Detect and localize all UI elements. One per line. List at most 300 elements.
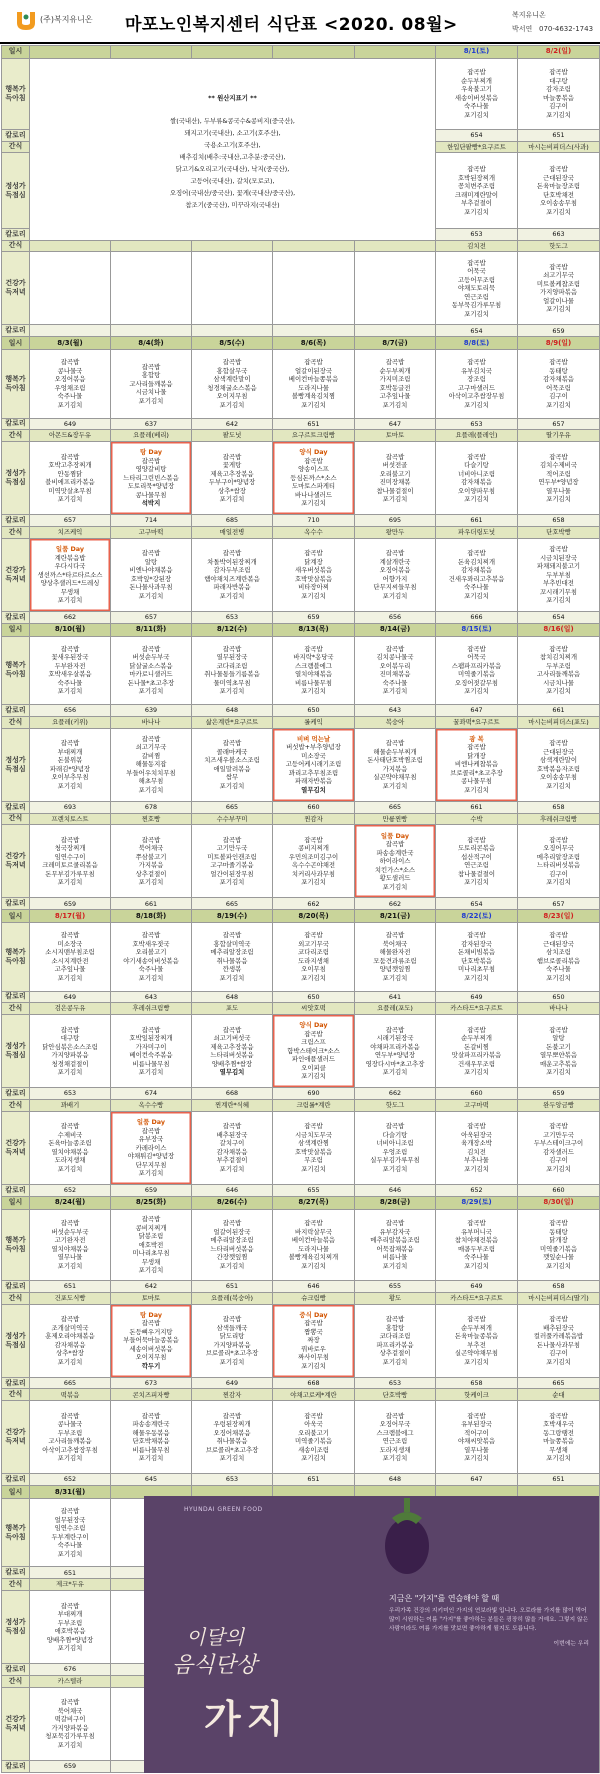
calorie-value: 649	[436, 1280, 518, 1292]
dish: 호박볶음자조림	[536, 764, 581, 773]
dish: 포기김치	[464, 973, 489, 982]
breakfast-menu	[30, 1499, 111, 1567]
event-badge: 일품 Day	[136, 1118, 166, 1127]
lunch-menu	[30, 1304, 111, 1377]
origin-line: 쌀(국내산), 두부류&콩국수&콩비지(중국산),	[170, 116, 295, 125]
company-logo-icon	[14, 9, 38, 33]
dish: 미소장국	[57, 939, 83, 948]
dish: 삼치조림	[546, 948, 571, 957]
dish: 단무지무침	[135, 1160, 167, 1169]
dish: 건새우꽈리고추볶음	[448, 574, 505, 583]
calorie-value: 637	[111, 418, 192, 430]
snack-item: 찐감자	[192, 1389, 273, 1401]
dish: 포기김치	[464, 110, 489, 119]
dish: 짬뽕국	[304, 1327, 323, 1336]
breakfast-menu	[30, 350, 111, 418]
dish: 포기김치	[138, 785, 164, 794]
dish: 상추*쌈장	[218, 486, 246, 495]
dish: 잡곡밥	[304, 931, 323, 940]
origin-line: 오징어(국내산/중국산), 꽃게(국내산/중국산),	[169, 188, 296, 197]
dish: 파송송계란국	[132, 1420, 170, 1429]
breakfast-menu	[273, 350, 355, 418]
calorie-value	[30, 325, 111, 337]
dish: 시금치나물	[135, 388, 167, 397]
dish: 양상추샐러드*드레싱	[40, 579, 100, 588]
calorie-value: 660	[273, 801, 355, 813]
dish: 숙주나물	[57, 392, 83, 401]
dish: 부들어묵마늘종볶음	[123, 1336, 179, 1345]
menu-row	[2, 898, 600, 910]
menu-row	[2, 716, 600, 728]
dish: 연근조림	[382, 1437, 408, 1446]
calorie-value: 642	[111, 1280, 192, 1292]
dish: 콩비지찌개	[298, 844, 329, 853]
dish: 잡곡밥	[467, 1219, 486, 1228]
dish: 포기김치	[138, 1266, 164, 1275]
snack-item: 치즈케익	[30, 527, 111, 539]
dish: 생선까스*타르타르소스	[37, 570, 103, 579]
dish: 가자미구이	[135, 1042, 167, 1051]
event-badge: 양식 Day	[299, 448, 328, 457]
menu-row	[2, 825, 600, 898]
calorie-value: 659	[30, 898, 111, 910]
dish: 오이지무침	[135, 1353, 167, 1362]
dish: 고추잎나물	[379, 392, 411, 401]
dish: 잡곡밥	[222, 1219, 242, 1228]
lunch-menu	[436, 153, 518, 228]
dish: 잡곡밥	[304, 1029, 323, 1038]
dish: 미트볼파인캔조림	[207, 852, 257, 861]
dish: 북어채국	[138, 844, 164, 853]
dish: 고등어무조림	[457, 275, 496, 284]
calorie-value: 665	[192, 898, 273, 910]
dish: 호박된장찌개	[457, 173, 496, 182]
dish: 마늘쫑볶음	[543, 93, 574, 102]
snack-item: 한입단팥빵*요구르트	[436, 141, 518, 153]
dish: 도라지생채	[54, 1156, 86, 1165]
row-label-calorie: 칼로리	[2, 898, 30, 910]
menu-row	[2, 350, 600, 418]
row-label-dinner: 건강가득저녁	[2, 538, 30, 611]
dish: 버섯전골	[382, 461, 408, 470]
dish: 감자채볶음	[54, 1340, 86, 1349]
dish: 잡곡밥	[222, 1315, 242, 1324]
snack-item: 단호박빵	[518, 527, 600, 539]
dish: 크레미토르쿨리볶음	[42, 861, 98, 870]
calorie-value: 678	[111, 801, 192, 813]
snack-item: 요플레(베리)	[111, 430, 192, 442]
dish: 연두부*양념장	[538, 478, 579, 487]
dish: 잡곡밥	[141, 1025, 161, 1034]
dish: 잡곡밥	[141, 1319, 161, 1328]
dish: 닭봉조림	[138, 1232, 164, 1241]
calorie-value	[355, 325, 436, 337]
dish: 참치김치찌개	[539, 653, 578, 662]
dinner-menu	[436, 538, 518, 611]
dish: 치즈새우볼소스조림	[204, 756, 260, 765]
dish: 콩나물무침	[135, 490, 167, 499]
calorie-value: 658	[436, 1377, 518, 1389]
row-label-snack: 간식	[2, 813, 30, 825]
snack-item: 옥수수	[273, 527, 355, 539]
dish: 잡곡밥	[549, 68, 568, 77]
lunch-menu	[192, 442, 273, 515]
lunch-menu	[273, 1015, 355, 1088]
dish: 짜장	[307, 1336, 320, 1345]
snack-item: 후레쉬크림빵	[111, 1003, 192, 1015]
snack-item: 바나나	[111, 716, 192, 728]
breakfast-menu	[518, 636, 600, 704]
menu-row	[2, 325, 600, 337]
dish: 떡갈비구이	[54, 1715, 86, 1724]
row-label-dinner: 건강가득저녁	[2, 825, 30, 898]
dish: 해물동지잡	[135, 760, 167, 769]
dinner-menu	[436, 1111, 518, 1184]
dish: 메추리알장조림	[210, 1236, 254, 1245]
dish: 잡곡밥	[60, 1219, 80, 1228]
day-header: 8/3(월)	[30, 337, 111, 350]
calorie-value: 651	[518, 129, 600, 141]
snack-item: 수박	[436, 813, 518, 825]
row-label-breakfast: 행복가득아침	[2, 1209, 30, 1280]
dish: 포기김치	[219, 1454, 245, 1463]
row-label-snack: 간식	[2, 716, 30, 728]
dish: 어묵국	[467, 267, 486, 276]
dish: 포기김치	[464, 1261, 489, 1270]
dinner-menu	[355, 1111, 436, 1184]
dish: 매콤두부조림	[457, 1244, 496, 1253]
breakfast-menu	[111, 1209, 192, 1280]
calorie-value: 668	[273, 1377, 355, 1389]
dish: 실곤약야채무침	[373, 773, 417, 782]
breakfast-menu	[355, 923, 436, 991]
day-header: 8/15(토)	[436, 623, 518, 636]
lunch-menu	[518, 728, 600, 801]
menu-row	[2, 442, 600, 515]
dish: 미나리초무침	[132, 1249, 170, 1258]
dish: 단무지씨들무침	[373, 583, 417, 592]
dish: 부추나물	[464, 1156, 489, 1165]
snack-item: 씨앗호떡	[273, 1003, 355, 1015]
calorie-value: 665	[192, 801, 273, 813]
breakfast-menu	[30, 1209, 111, 1280]
dish: 포기김치	[57, 1644, 83, 1653]
dish: 포기김치	[57, 400, 83, 409]
calorie-value: 652	[436, 1184, 518, 1196]
day-header: 8/12(수)	[192, 623, 273, 636]
dish: 잡곡밥	[385, 1315, 405, 1324]
dish: 코다리조림	[379, 1332, 411, 1341]
dish: 해초무침	[138, 777, 164, 786]
monthly-food-promo	[144, 1496, 599, 1773]
menu-row	[2, 515, 600, 527]
breakfast-menu	[111, 350, 192, 418]
calorie-value: 657	[518, 898, 600, 910]
dish: 돈육마늘장조림	[536, 182, 581, 191]
dish: 양배추찜*쌈장	[211, 1059, 253, 1068]
snack-item: 핫도그	[518, 240, 600, 252]
snack-item: 요플레(복숭아)	[192, 1292, 273, 1304]
dish: 양념깻잎찜	[379, 965, 411, 974]
origin-line: 참조기(중국산), 미꾸라지(국내산)	[185, 200, 280, 209]
dish: 콜래마케국	[216, 747, 248, 756]
dish: 숙주나물	[57, 1541, 83, 1550]
dish: 포기김치	[546, 1261, 571, 1270]
dish: 포기김치	[57, 687, 83, 696]
dish: 돈육김치찌개	[457, 557, 496, 566]
calorie-value: 668	[192, 1088, 273, 1100]
dish: 섭산적구이	[461, 852, 492, 861]
dish: 동태탕	[549, 366, 568, 375]
dish: 햄야채치즈계란볶음	[204, 574, 260, 583]
dish: 연근조림	[464, 292, 489, 301]
dish: 짜사이무침	[298, 1353, 329, 1362]
menu-row	[2, 1280, 600, 1292]
dish: 실두부김가루무침	[370, 1156, 420, 1165]
menu-row	[2, 1304, 600, 1377]
origin-line: 닭고기&오리고기(국내산), 낙지(중국산),	[175, 164, 290, 173]
snack-item: 삶은계란*요구르트	[192, 716, 273, 728]
dish: 애호박전	[138, 1240, 164, 1249]
dish: 잡곡밥	[549, 1315, 568, 1324]
dish: 포기김치	[57, 1068, 83, 1077]
calorie-value: 660	[436, 1088, 518, 1100]
dish: 포기김치	[301, 400, 326, 409]
dish: 참나물겉절이	[376, 486, 414, 495]
row-label-calorie: 칼로리	[2, 129, 30, 141]
dish: 스크램블에그	[294, 661, 333, 670]
dish: 포기김치	[301, 1361, 326, 1370]
menu-row	[2, 728, 600, 801]
dish: 숙주나물	[382, 678, 408, 687]
menu-row	[2, 1015, 600, 1088]
dish: 바나나샐러드	[294, 490, 333, 499]
dish: 영양갈비탕	[135, 465, 167, 474]
dish: 감자채볶음	[216, 1147, 248, 1156]
dish: 꼬시래기무침	[539, 587, 578, 596]
dish: 포기김치	[546, 110, 571, 119]
dish: 오징어볶음	[54, 375, 86, 384]
dish: 잡곡밥	[60, 644, 80, 653]
dish: 잡곡밥	[385, 452, 405, 461]
calorie-value: 658	[518, 801, 600, 813]
dish: 오징어무국	[543, 844, 574, 853]
snack-item: 제크*두유	[30, 1579, 111, 1591]
dish: 잡곡밥	[467, 165, 486, 174]
day-header: 8/29(토)	[436, 1196, 518, 1209]
dinner-menu	[273, 538, 355, 611]
snack-item: 매일전병	[192, 527, 273, 539]
dish: 돈불위볶	[57, 756, 83, 765]
calorie-value: 661	[436, 515, 518, 527]
day-header: 8/8(토)	[436, 337, 518, 350]
dish: 양송이스프	[298, 465, 329, 474]
menu-row	[2, 923, 600, 991]
dish: 감자채볶음	[461, 566, 492, 575]
lunch-menu	[111, 442, 192, 515]
dish: 느타리버섯볶음	[210, 1244, 254, 1253]
dish: 포기김치	[382, 400, 408, 409]
dish: 석박지	[141, 499, 161, 508]
calorie-value: 660	[518, 1184, 600, 1196]
calorie-value: 665	[30, 1377, 111, 1389]
dish: 고사리들깨볶음	[129, 379, 173, 388]
dish: 잡곡밥	[467, 1025, 486, 1034]
calorie-value: 651	[273, 418, 355, 430]
dish: 포기김치	[219, 495, 245, 504]
calorie-value: 676	[30, 1664, 111, 1676]
snack-item: 토마토	[355, 430, 436, 442]
dish: 열무된장국	[216, 653, 248, 662]
calorie-value: 690	[273, 1088, 355, 1100]
calorie-value: 663	[518, 228, 600, 240]
dish: 유부장국	[138, 1135, 164, 1144]
lunch-menu	[518, 1304, 600, 1377]
dish: 잡곡밥	[222, 931, 242, 940]
breakfast-menu	[111, 923, 192, 991]
dish: 김치전	[467, 1147, 486, 1156]
dish: 숙주나물	[546, 965, 571, 974]
dish: 잡곡밥	[60, 1601, 80, 1610]
contact-info	[512, 8, 593, 36]
dinner-menu	[111, 1111, 192, 1184]
snack-item: 카스타드*요구르트	[436, 1292, 518, 1304]
dish: 아삭이고추쌈장무침	[448, 392, 505, 401]
dish: 포기김치	[219, 400, 245, 409]
dish: 참치야채전볶음	[454, 1236, 499, 1245]
dish: 깐생볶	[222, 965, 242, 974]
promo-brand: HYUNDAI GREEN FOOD	[184, 1506, 263, 1513]
dish: 닭계장	[304, 557, 323, 566]
dish: 포기김치	[464, 400, 489, 409]
breakfast-menu	[273, 636, 355, 704]
dish: 잡곡밥	[549, 452, 568, 461]
row-label-calorie: 칼로리	[2, 801, 30, 813]
dish: 가지미조림	[379, 375, 411, 384]
day-header: 8/14(금)	[355, 623, 436, 636]
origin-line: 고등어(국내산), 갈치(모로코),	[190, 176, 275, 185]
dinner-menu	[192, 825, 273, 898]
page-title	[125, 10, 458, 35]
lunch-menu	[111, 1304, 192, 1377]
dish: 돈갈비찜	[464, 1042, 489, 1051]
dish: 수제비국	[57, 1130, 83, 1139]
calorie-value: 662	[273, 898, 355, 910]
dish: 포기김치	[301, 973, 326, 982]
dish: 잡곡밥	[549, 358, 568, 367]
menu-row	[2, 1389, 600, 1401]
calorie-value: 653	[192, 611, 273, 623]
calorie-value: 651	[192, 1280, 273, 1292]
lunch-menu	[30, 1591, 111, 1664]
dish: 브로콜리*초고추장	[205, 1445, 259, 1454]
row-label-snack: 간식	[2, 141, 30, 153]
dish: 호박잎*강된장	[130, 574, 172, 583]
dish: 야채튀김*양념장	[127, 1152, 175, 1161]
calorie-value: 653	[436, 418, 518, 430]
menu-row	[2, 1184, 600, 1196]
event-badge: 탕 Day	[140, 1310, 162, 1319]
dish: 포기김치	[57, 973, 83, 982]
calorie-value: 685	[192, 515, 273, 527]
dish: 파래자반볶음	[213, 583, 251, 592]
day-header: 8/13(목)	[273, 623, 355, 636]
dish: 상추겉절이	[135, 869, 167, 878]
calorie-value: 649	[192, 1377, 273, 1389]
calorie-value: 651	[273, 1474, 355, 1486]
dish: 애호박볶음	[54, 1627, 86, 1636]
calorie-value: 658	[518, 1280, 600, 1292]
snack-item	[111, 240, 192, 252]
dish: 잡곡밥	[549, 931, 568, 940]
dish: 잡곡밥	[467, 743, 486, 752]
dish: 우다시다국	[54, 562, 86, 571]
dish: 잡곡밥	[60, 358, 80, 367]
calorie-value: 649	[436, 991, 518, 1003]
dish: 잡곡밥	[60, 1315, 80, 1324]
dish: 포기김치	[464, 687, 489, 696]
row-label-dinner: 건강가득저녁	[2, 1111, 30, 1184]
dish: 컬러풀카레볶음밥	[533, 1332, 584, 1341]
snack-item: 후레쉬크림빵	[518, 813, 600, 825]
row-label-lunch: 정성가득점심	[2, 728, 30, 801]
dish: 가지양파볶음	[51, 1723, 89, 1732]
dish: 콩나물무침	[461, 777, 492, 786]
dinner-menu	[355, 538, 436, 611]
dish: 숙주나물	[464, 102, 489, 111]
dish: 열무나물	[464, 1445, 489, 1454]
dish: 동태탕	[549, 1227, 568, 1236]
dish: 두부계란구이	[51, 1532, 89, 1541]
calorie-value: 665	[518, 1377, 600, 1389]
dish: 포기김치	[464, 1357, 489, 1366]
snack-item: 건포도식빵	[30, 1292, 111, 1304]
dish: 호박잎된장찌개	[129, 1034, 173, 1043]
dish: 열무나물	[546, 486, 571, 495]
snack-item: 찐계란*식혜	[192, 1099, 273, 1111]
dish: 갈비찜	[141, 751, 161, 760]
dish: 매운고추볶음	[539, 1059, 578, 1068]
dish: 감자두부조림	[213, 566, 251, 575]
dish: 포기김치	[219, 1164, 245, 1173]
row-label-snack: 간식	[2, 1579, 30, 1591]
row-label-calorie: 칼로리	[2, 418, 30, 430]
dish: 콩나물국	[57, 1420, 83, 1429]
calorie-value: 650	[273, 991, 355, 1003]
snack-item: 요플레(포도)	[355, 1003, 436, 1015]
dish: 시래기된장국	[376, 1034, 414, 1043]
dish: 소시지맨부침조림	[45, 948, 95, 957]
day-header: 8/1(토)	[436, 46, 518, 59]
dish: 아욱국	[304, 1420, 323, 1429]
snack-item: 콘치즈피자빵	[111, 1389, 192, 1401]
dinner-menu	[436, 252, 518, 325]
lunch-menu	[30, 1015, 111, 1088]
dish: 제육고추장볶음	[210, 469, 254, 478]
row-label-calorie: 칼로리	[2, 325, 30, 337]
dish: 꽁치변주조림	[457, 182, 496, 191]
calorie-value: 652	[30, 1184, 111, 1196]
dish: 치커리사과무침	[291, 869, 336, 878]
dish: 돈사태단호박찜조림	[367, 756, 423, 765]
calorie-value: 656	[355, 611, 436, 623]
dish: 포기김치	[219, 591, 245, 600]
menu-row	[2, 1401, 600, 1474]
dish: 포기김치	[546, 495, 571, 504]
dish: 잡곡밥	[385, 1219, 405, 1228]
menu-row	[2, 910, 600, 923]
snack-item: 왕만두	[355, 527, 436, 539]
